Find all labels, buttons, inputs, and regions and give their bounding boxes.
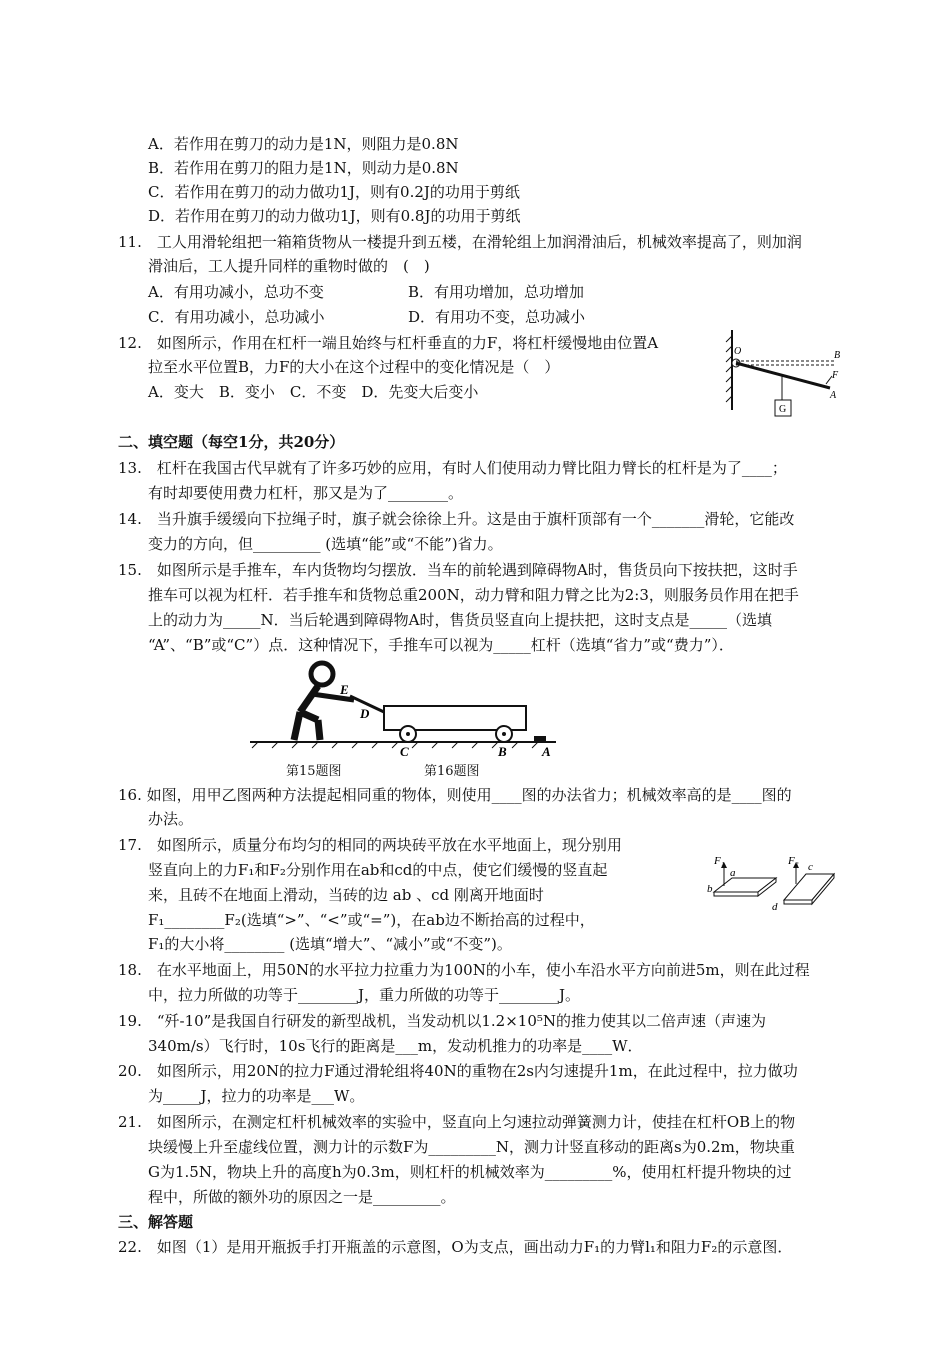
q12-line3: A．变大 B．变小 C．不变 D．先变大后变小 [148,383,479,401]
q17-fig-label-f1: F₁ [714,855,725,867]
q13-line2: 有时却要使用费力杠杆，那又是为了________。 [148,484,464,502]
q15-figure-caption: 第15题图 [286,764,342,779]
q17-fig-label-d: d [772,901,778,912]
q12-fig-label-b: B [834,350,841,361]
q15-fig-label-d: D [360,706,370,721]
q21-line1: 21. 如图所示，在测定杠杆机械效率的实验中，竖直向上匀速拉动弹簧测力计，使挂在杠杆OB上的物 [118,1113,796,1131]
q21-line2: 块缓慢上升至虚线位置，测力计的示数F为_________N，测力计竖直移动的距离s为0.2m，物块重 [148,1138,795,1156]
q21-line3: G为1.5N，物块上升的高度h为0.3m，则杠杆的机械效率为_________%，使用杠杆提升物块的过 [148,1163,792,1181]
q17-fig-label-c: c [808,861,813,873]
q16-line2: 办法。 [148,810,194,828]
section-title-answer: 三、解答题 [118,1213,194,1231]
q15-fig-label-a: A [542,744,551,758]
q15-fig-label-b: B [498,744,507,758]
q14-line2: 变力的方向，但_________ (选填“能”或“不能”)省力。 [148,535,503,553]
q11-option-a: A．有用功减小，总功不变 [148,283,324,301]
q16-line1: 16. 如图，用甲乙图两种方法提起相同重的物体，则使用____图的办法省力；机械效率高的是____图的 [118,786,792,804]
q15-fig-label-c: C [400,744,409,758]
q17-line4: F₁________F₂(选填“>”、“<”或“=”)，在ab边不断抬高的过程中， [148,911,595,929]
q17-line5: F₁的大小将________ (选填“增大”、“减小”或“不变”)。 [148,935,512,953]
q10-option-a: A．若作用在剪刀的动力是1N，则阻力是0.8N [148,135,459,153]
q12-fig-label-o: O [734,346,742,357]
q20-line2: 为_____J，拉力的功率是___W。 [148,1087,365,1105]
q12-line1: 12. 如图所示，作用在杠杆一端且始终与杠杆垂直的力F，将杠杆缓慢地由位置A [118,334,659,352]
q10-option-c: C．若作用在剪刀的动力做功1J，则有0.2J的功用于剪纸 [148,183,520,201]
q15-cart-figure [238,658,568,758]
q20-line1: 20. 如图所示，用20N的拉力F通过滑轮组将40N的重物在2s内匀速提升1m，在此过程中，拉力做功 [118,1062,798,1080]
q12-fig-label-a: A [830,390,837,401]
q17-line3: 来，且砖不在地面上滑动，当砖的边 ab 、cd 刚离开地面时 [148,886,544,904]
q18-line2: 中，拉力所做的功等于________J，重力所做的功等于________J。 [148,986,581,1004]
q17-fig-label-b: b [707,883,713,895]
q12-line2: 拉至水平位置B，力F的大小在这个过程中的变化情况是（ ） [148,358,560,376]
q17-fig-label-a: a [730,867,736,879]
q15-fig-label-e: E [340,682,349,697]
q12-fig-label-g: G [779,404,787,415]
q18-line1: 18. 在水平地面上，用50N的水平拉力拉重力为100N的小车，使小车沿水平方向前进5m，则在此过程 [118,961,810,979]
q21-line4: 程中，所做的额外功的原因之一是_________。 [148,1188,456,1206]
q11-line2: 滑油后，工人提升同样的重物时做的 ( ) [148,257,430,275]
q19-line2: 340m/s）飞行时，10s飞行的距离是___m，发动机推力的功率是____W． [148,1037,643,1055]
q15-line4: “A”、“B”或“C”）点．这种情况下，手推车可以视为_____杠杆（选填“省力”或“费力”）． [148,636,734,654]
q17-line2: 竖直向上的力F₁和F₂分别作用在ab和cd的中点，使它们缓慢的竖直起 [148,861,608,879]
q17-bricks-figure [706,852,846,912]
q15-line2: 推车可以视为杠杆．若手推车和货物总重200N，动力臂和阻力臂之比为2:3，则服务员作用在把手 [148,586,799,604]
q19-line1: 19. “歼-10”是我国自行研发的新型战机，当发动机以1.2×10⁵N的推力使其以二倍声速（声速为 [118,1012,766,1030]
q15-line1: 15. 如图所示是手推车，车内货物均匀摆放．当车的前轮遇到障碍物A时，售货员向下按扶把，这时手 [118,561,798,579]
q11-option-c: C．有用功减小，总功减小 [148,308,325,326]
q17-line1: 17. 如图所示，质量分布均匀的相同的两块砖平放在水平地面上，现分别用 [118,836,622,854]
q11-option-d: D．有用功不变，总功减小 [408,308,586,326]
q10-option-b: B．若作用在剪刀的阻力是1N，则动力是0.8N [148,159,459,177]
q11-line1: 11. 工人用滑轮组把一箱箱货物从一楼提升到五楼，在滑轮组上加润滑油后，机械效率提高了，则加润 [118,233,802,251]
q10-option-d: D．若作用在剪刀的动力做功1J，则有0.8J的功用于剪纸 [148,207,521,225]
q14-line1: 14. 当升旗手缓缓向下拉绳子时，旗子就会徐徐上升。这是由于旗杆顶部有一个_______滑轮，它能改 [118,510,795,528]
q12-lever-figure [722,326,852,426]
q15-line3: 上的动力为_____N．当后轮遇到障碍物A时，售货员竖直向上提扶把，这时支点是_____（选填 [148,611,772,629]
q12-fig-label-f: F [832,370,839,381]
q13-line1: 13. 杠杆在我国古代早就有了许多巧妙的应用，有时人们使用动力臂比阻力臂长的杠杆是为了____； [118,459,787,477]
q22-line1: 22. 如图（1）是用开瓶扳手打开瓶盖的示意图，O为支点，画出动力F₁的力臂l₁和阻力F₂的示意图． [118,1238,793,1256]
q11-option-b: B．有用功增加，总功增加 [408,283,585,301]
section-title-fill-in: 二、填空题（每空1分，共20分） [118,433,345,451]
q16-figure-caption: 第16题图 [424,764,480,779]
q17-fig-label-f2: F₂ [788,855,799,867]
